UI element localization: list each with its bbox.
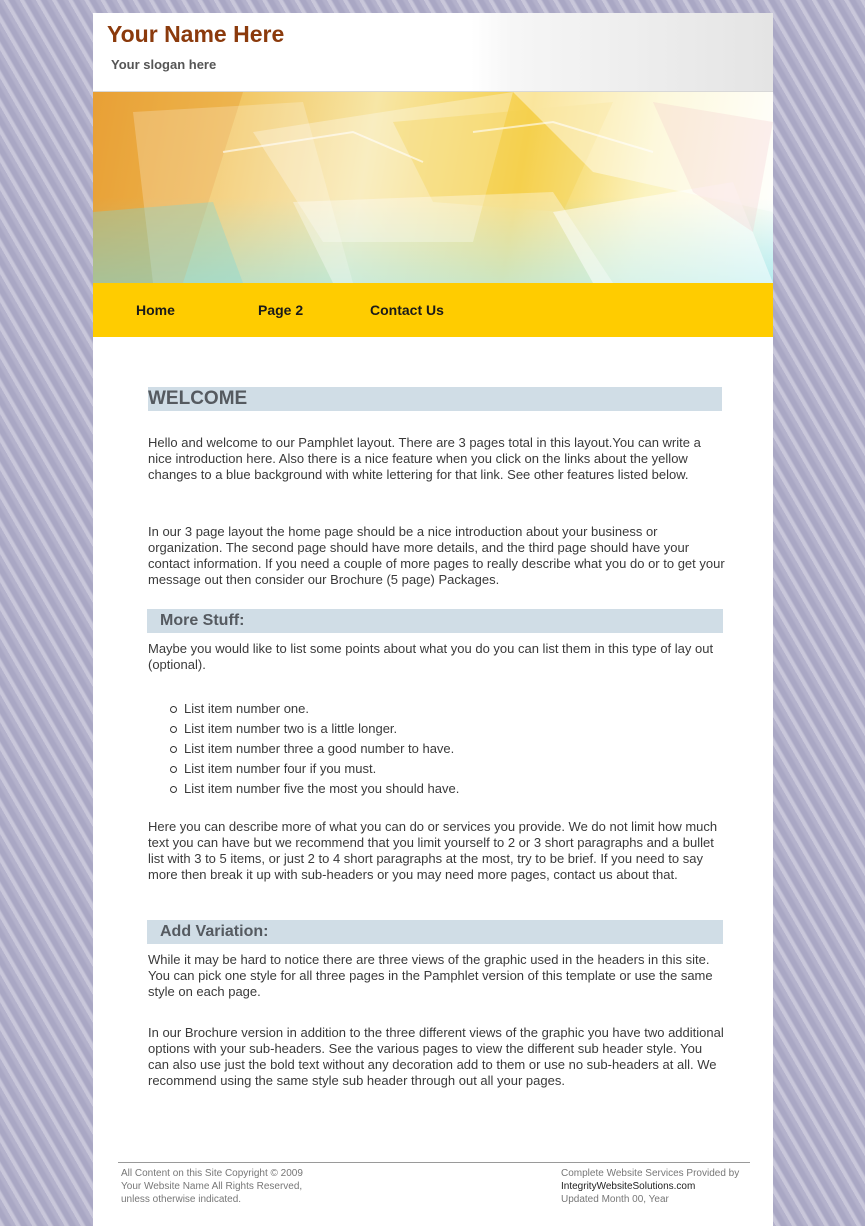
list-item xyxy=(148,739,459,759)
bullet-icon xyxy=(170,706,177,713)
bullet-icon xyxy=(170,746,177,753)
footer-credit-text: Complete Website Services Provided by xyxy=(561,1168,740,1179)
list-item-text: List item number three a good number to have. xyxy=(184,741,455,756)
add-variation-subheader: Add Variation: xyxy=(147,920,723,944)
site-header xyxy=(93,13,773,92)
more-stuff-outro: Here you can describe more of what you can do or services you provide. We do not limit how much text you can have but we recommend that you limit yourself to 2 or 3 short paragraphs and a bullet list with 3 to 5 items, or just 2 to 4 short paragraphs at the most, try to be brief. If you need to say more then break it up with sub-headers or you may need more pages, contact us about that. xyxy=(148,819,718,882)
abstract-banner-graphic xyxy=(93,92,773,283)
bullet-icon xyxy=(170,786,177,793)
footer-copyright-line: All Content on this Site Copyright © 2009 xyxy=(121,1168,303,1179)
list-item-text: List item number five the most you should have. xyxy=(184,781,460,796)
variation-paragraph: While it may be hard to notice there are three views of the graphic used in the headers in this site. You can pick one style for all three pages in the Pamphlet version of this template or use the same style on each page. xyxy=(148,952,713,999)
nav-link-contact-us[interactable]: Contact Us xyxy=(370,302,444,318)
list-item xyxy=(148,759,459,779)
footer-divider xyxy=(118,1162,750,1163)
intro-paragraph: In our 3 page layout the home page should be a nice introduction about your business or organization. The second page should have more details, and the third page should have your contact information. If you need a couple of more pages to really describe what you do or to get your message out then consider our Brochure (5 page) Packages. xyxy=(148,524,725,587)
welcome-heading: WELCOME xyxy=(148,387,722,411)
intro-paragraph: Hello and welcome to our Pamphlet layout. There are 3 pages total in this layout.You can write a nice introduction here. Also there is a nice feature when you click on the links about the yellow changes to a blue background with white lettering for that link. See other features listed below. xyxy=(148,435,701,482)
feature-list xyxy=(148,699,459,799)
page-container xyxy=(93,13,773,1226)
list-item-text: List item number one. xyxy=(184,701,310,716)
bullet-icon xyxy=(170,766,177,773)
footer-updated-date: Updated Month 00, Year xyxy=(561,1194,669,1205)
more-stuff-subheader: More Stuff: xyxy=(147,609,723,633)
site-slogan: Your slogan here xyxy=(111,57,217,72)
more-stuff-intro: Maybe you would like to list some points about what you do you can list them in this type of lay out (optional). xyxy=(148,641,714,672)
list-item-text: List item number two is a little longer. xyxy=(184,721,398,736)
header-banner-image xyxy=(93,92,773,283)
nav-link-page-2[interactable]: Page 2 xyxy=(258,302,304,318)
footer-copyright-line: unless otherwise indicated. xyxy=(121,1194,242,1205)
footer-credits xyxy=(561,1167,739,1206)
site-name: Your Name Here xyxy=(107,21,285,47)
footer-copyright-line: Your Website Name All Rights Reserved, xyxy=(121,1181,303,1192)
bullet-icon xyxy=(170,726,177,733)
list-item xyxy=(148,779,459,799)
footer-copyright xyxy=(121,1167,303,1206)
list-item xyxy=(148,719,459,739)
nav-link-home[interactable]: Home xyxy=(136,302,175,318)
main-navigation xyxy=(93,283,773,337)
list-item-text: List item number four if you must. xyxy=(184,761,377,776)
list-item xyxy=(148,699,459,719)
variation-paragraph: In our Brochure version in addition to the three different views of the graphic you have two additional options with your sub-headers. See the various pages to view the different sub header style. You can also use just the bold text without any decoration add to them or use no sub-headers at all. We recommend using the same style sub header through out all your pages. xyxy=(148,1025,724,1088)
footer-credit-link[interactable]: IntegrityWebsiteSolutions.com xyxy=(561,1181,696,1192)
